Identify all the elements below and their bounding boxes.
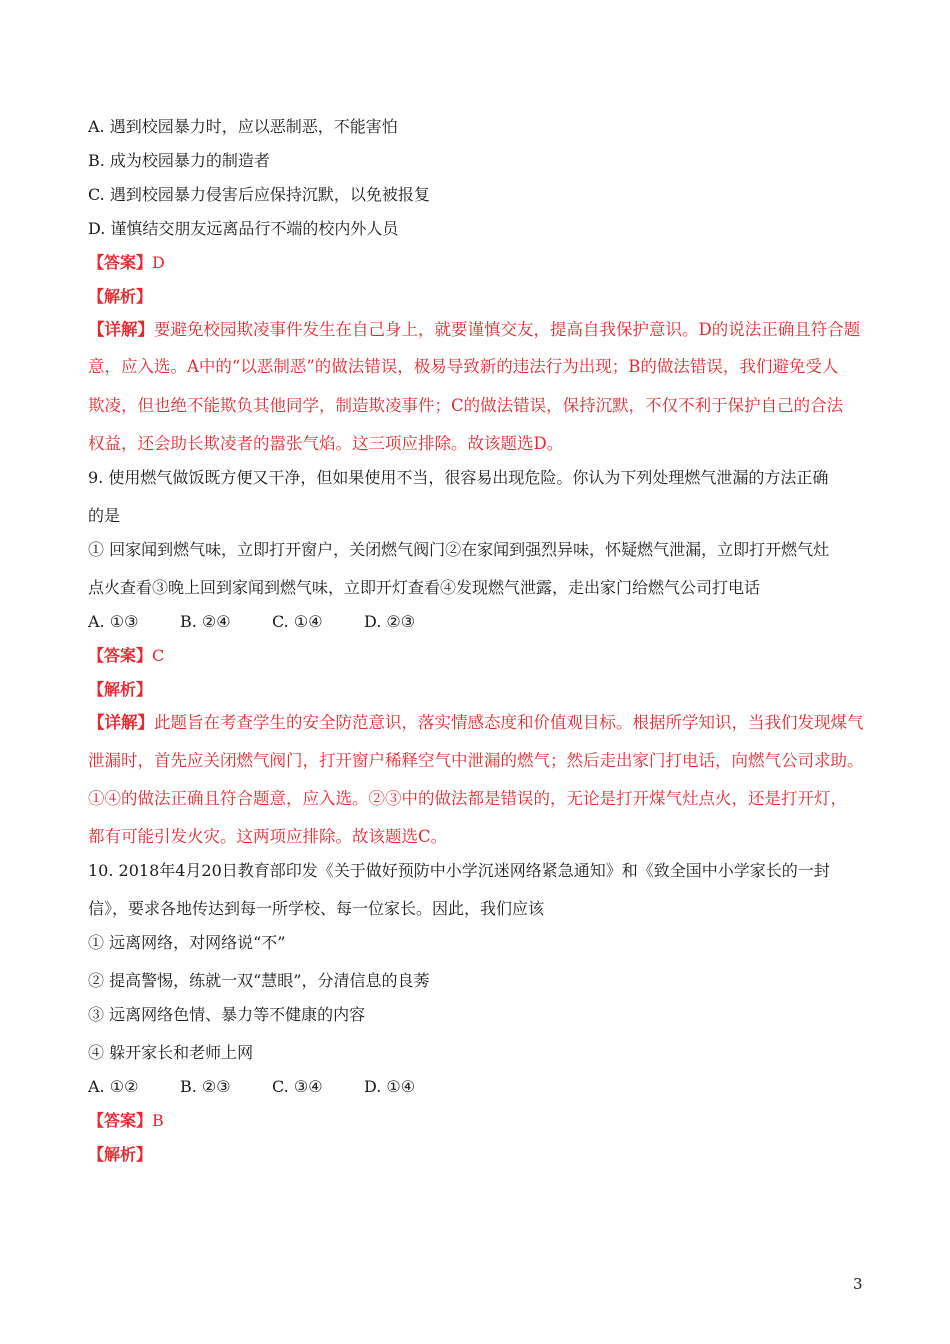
q10-option-c: C. ③④ bbox=[272, 1077, 323, 1096]
q8-option-d: D. 谨慎结交朋友远离品行不端的校内外人员 bbox=[88, 219, 399, 238]
q10-options bbox=[88, 1077, 415, 1097]
q9-option-c: C. ①④ bbox=[272, 612, 323, 631]
q8-option-c: C. 遇到校园暴力侵害后应保持沉默，以免被报复 bbox=[88, 185, 430, 204]
q10-option-d: D. ①④ bbox=[364, 1077, 416, 1096]
q10-stem: 信》，要求各地传达到每一所学校、每一位家长。因此，我们应该 bbox=[88, 899, 545, 918]
q10-item: ④ 躲开家长和老师上网 bbox=[88, 1043, 254, 1062]
q8-answer bbox=[88, 253, 165, 273]
q10-item: ③ 远离网络色情、暴力等不健康的内容 bbox=[88, 1005, 366, 1024]
answer-value: C bbox=[152, 646, 165, 665]
q10-option-a: A. ①② bbox=[88, 1077, 139, 1096]
q9-answer bbox=[88, 646, 164, 666]
answer-tag: 【答案】 bbox=[88, 253, 153, 272]
q8-detail-line bbox=[88, 320, 860, 340]
answer-tag: 【答案】 bbox=[88, 1111, 153, 1130]
q8-detail-line: 意，应入选。A中的“以恶制恶”的做法错误，极易导致新的违法行为出现；B的做法错误，我们避免受人 bbox=[88, 357, 839, 376]
detail-text: 此题旨在考查学生的安全防范意识，落实情感态度和价值观目标。根据所学知识，当我们发现煤气 bbox=[154, 713, 864, 732]
q10-item: ① 远离网络，对网络说“不” bbox=[88, 933, 286, 952]
analysis-tag: 【解析】 bbox=[88, 1145, 153, 1164]
q10-answer bbox=[88, 1111, 164, 1131]
analysis-tag: 【解析】 bbox=[88, 287, 153, 306]
answer-tag: 【答案】 bbox=[88, 646, 153, 665]
q9-item: ① 回家闻到燃气味，立即打开窗户，关闭燃气阀门②在家闻到强烈异味，怀疑燃气泄漏，立即打开燃气灶 bbox=[88, 540, 830, 559]
answer-value: B bbox=[152, 1111, 164, 1130]
q9-detail-line bbox=[88, 713, 864, 733]
q10-option-b: B. ②③ bbox=[180, 1077, 231, 1096]
analysis-tag: 【解析】 bbox=[88, 680, 153, 699]
q9-detail-line: 泄漏时，首先应关闭燃气阀门，打开窗户稀释空气中泄漏的燃气；然后走出家门打电话，向燃气公司求助。 bbox=[88, 751, 864, 770]
q9-option-b: B. ②④ bbox=[180, 612, 231, 631]
q9-item: 点火查看③晚上回到家闻到燃气味，立即开灯查看④发现燃气泄露，走出家门给燃气公司打电话 bbox=[88, 578, 761, 597]
q8-analysis bbox=[88, 287, 152, 307]
q8-option-b: B. 成为校园暴力的制造者 bbox=[88, 151, 270, 170]
answer-value: D bbox=[152, 253, 165, 272]
page-number: 3 bbox=[853, 1275, 863, 1293]
q9-option-a: A. ①③ bbox=[88, 612, 139, 631]
q8-option-a: A. 遇到校园暴力时，应以恶制恶，不能害怕 bbox=[88, 117, 398, 136]
q10-analysis bbox=[88, 1145, 152, 1165]
q9-stem: 的是 bbox=[88, 506, 121, 525]
q9-analysis bbox=[88, 680, 152, 700]
q9-detail-line: ①④的做法正确且符合题意，应入选。②③中的做法都是错误的，无论是打开煤气灶点火，还是打开灯， bbox=[88, 789, 847, 808]
q9-options bbox=[88, 612, 415, 632]
q8-detail-line: 欺凌，但也绝不能欺负其他同学，制造欺凌事件；C的做法错误，保持沉默，不仅不利于保护自己的合法 bbox=[88, 396, 844, 415]
detail-text: 要避免校园欺凌事件发生在自己身上，就要谨慎交友，提高自我保护意识。D的说法正确且符合题 bbox=[154, 320, 861, 339]
q9-stem: 9. 使用燃气做饭既方便又干净，但如果使用不当，很容易出现危险。你认为下列处理燃气泄漏的方法正确 bbox=[88, 468, 829, 487]
q9-detail-line: 都有可能引发火灾。这两项应排除。故该题选C。 bbox=[88, 827, 448, 846]
q10-stem: 10. 2018年4月20日教育部印发《关于做好预防中小学沉迷网络紧急通知》和《致全国中小学家长的一封 bbox=[88, 861, 830, 880]
detail-tag: 【详解】 bbox=[88, 713, 154, 732]
q8-detail-line: 权益，还会助长欺凌者的嚣张气焰。这三项应排除。故该题选D。 bbox=[88, 434, 564, 453]
q10-item: ② 提高警惕，练就一双“慧眼”，分清信息的良莠 bbox=[88, 971, 430, 990]
detail-tag: 【详解】 bbox=[88, 320, 154, 339]
q9-option-d: D. ②③ bbox=[364, 612, 416, 631]
